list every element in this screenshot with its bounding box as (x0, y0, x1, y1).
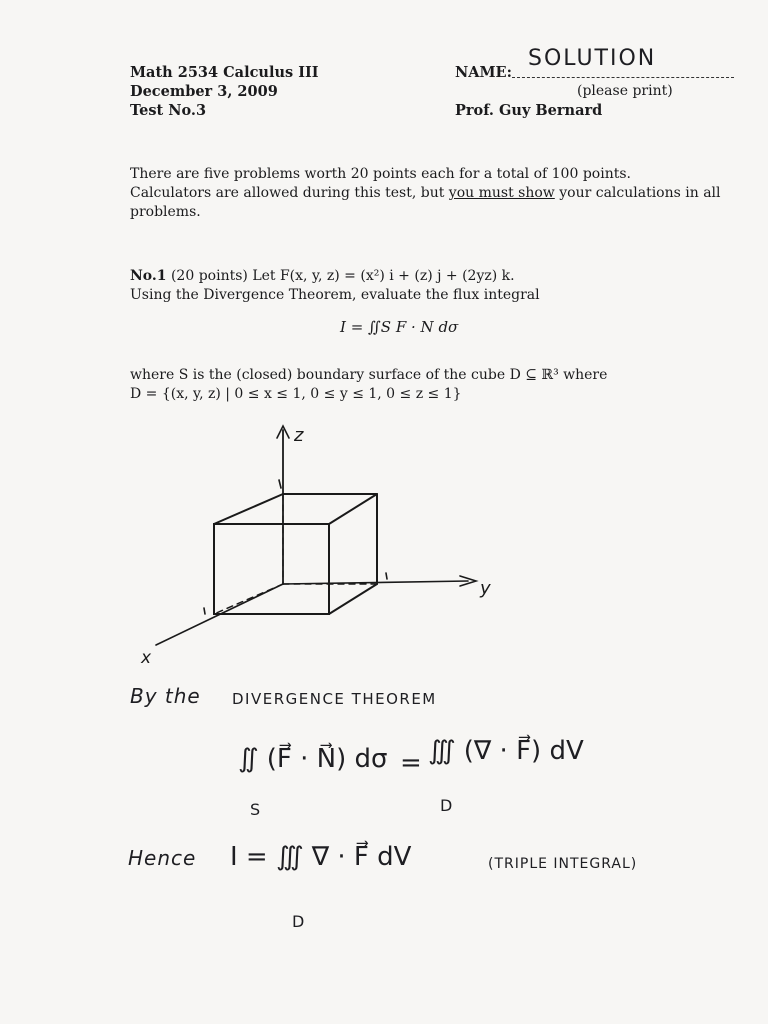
theorem-equals: = (400, 748, 423, 778)
hence-expression: I = ∭ ∇ · F⃗ dV (230, 842, 412, 872)
axis-z-label: z (294, 425, 304, 446)
cube-front-face (214, 524, 329, 614)
hence-text: Hence (128, 846, 197, 870)
theorem-lhs: ∬ (F⃗ · N⃗) dσ (238, 744, 388, 774)
theorem-lhs-subscript: S (250, 800, 262, 819)
instructions-line-2b: your calculations in all (554, 185, 721, 201)
test-number: Test No.3 (130, 102, 207, 119)
problem-1-label: No.1 (130, 268, 167, 284)
flux-integral: I = ∬S F · N dσ (340, 318, 459, 336)
problem-1-where-1: where S is the (closed) boundary surface of the cube D ⊆ ℝ³ where (130, 367, 608, 383)
name-label: NAME: (455, 64, 512, 81)
professor: Prof. Guy Bernard (455, 102, 603, 119)
cube-hidden-bottom-left (214, 584, 283, 614)
name-value: SOLUTION (528, 46, 657, 71)
problem-1-task: Using the Divergence Theorem, evaluate the flux integral (130, 287, 540, 303)
problem-1-points: (20 points) (170, 268, 248, 284)
course-title: Math 2534 Calculus III (130, 64, 319, 81)
axis-x-label: x (141, 648, 152, 668)
cube-top-edge-left (214, 494, 283, 524)
cube-bottom-right-edge (329, 584, 377, 614)
instructions-emphasis: you must show (448, 185, 555, 201)
hence-subscript: D (292, 912, 306, 931)
divergence-theorem-text: DIVERGENCE THEOREM (232, 690, 437, 708)
test-date: December 3, 2009 (130, 83, 278, 100)
theorem-rhs-subscript: D (440, 796, 454, 815)
triple-integral-note: (TRIPLE INTEGRAL) (488, 856, 638, 872)
instructions-line-3: problems. (130, 204, 201, 220)
theorem-rhs: ∭ (∇ · F⃗) dV (428, 736, 584, 766)
problem-1-field: Let F(x, y, z) = (x²) i + (z) j + (2yz) k. (252, 268, 515, 284)
print-note: (please print) (577, 83, 673, 99)
axis-y-label: y (480, 578, 491, 599)
z-tick (279, 480, 281, 488)
by-the-text: By the (130, 684, 201, 708)
instructions-line-2a: Calculators are allowed during this test, but (130, 185, 449, 201)
x-tick (204, 608, 205, 614)
cube-top-edge-right (329, 494, 377, 524)
problem-1-where-2: D = {(x, y, z) | 0 ≤ x ≤ 1, 0 ≤ y ≤ 1, 0 ≤ z ≤ 1} (130, 386, 462, 402)
y-tick (386, 573, 387, 579)
instructions-line-1: There are five problems worth 20 points each for a total of 100 points. (130, 166, 631, 182)
